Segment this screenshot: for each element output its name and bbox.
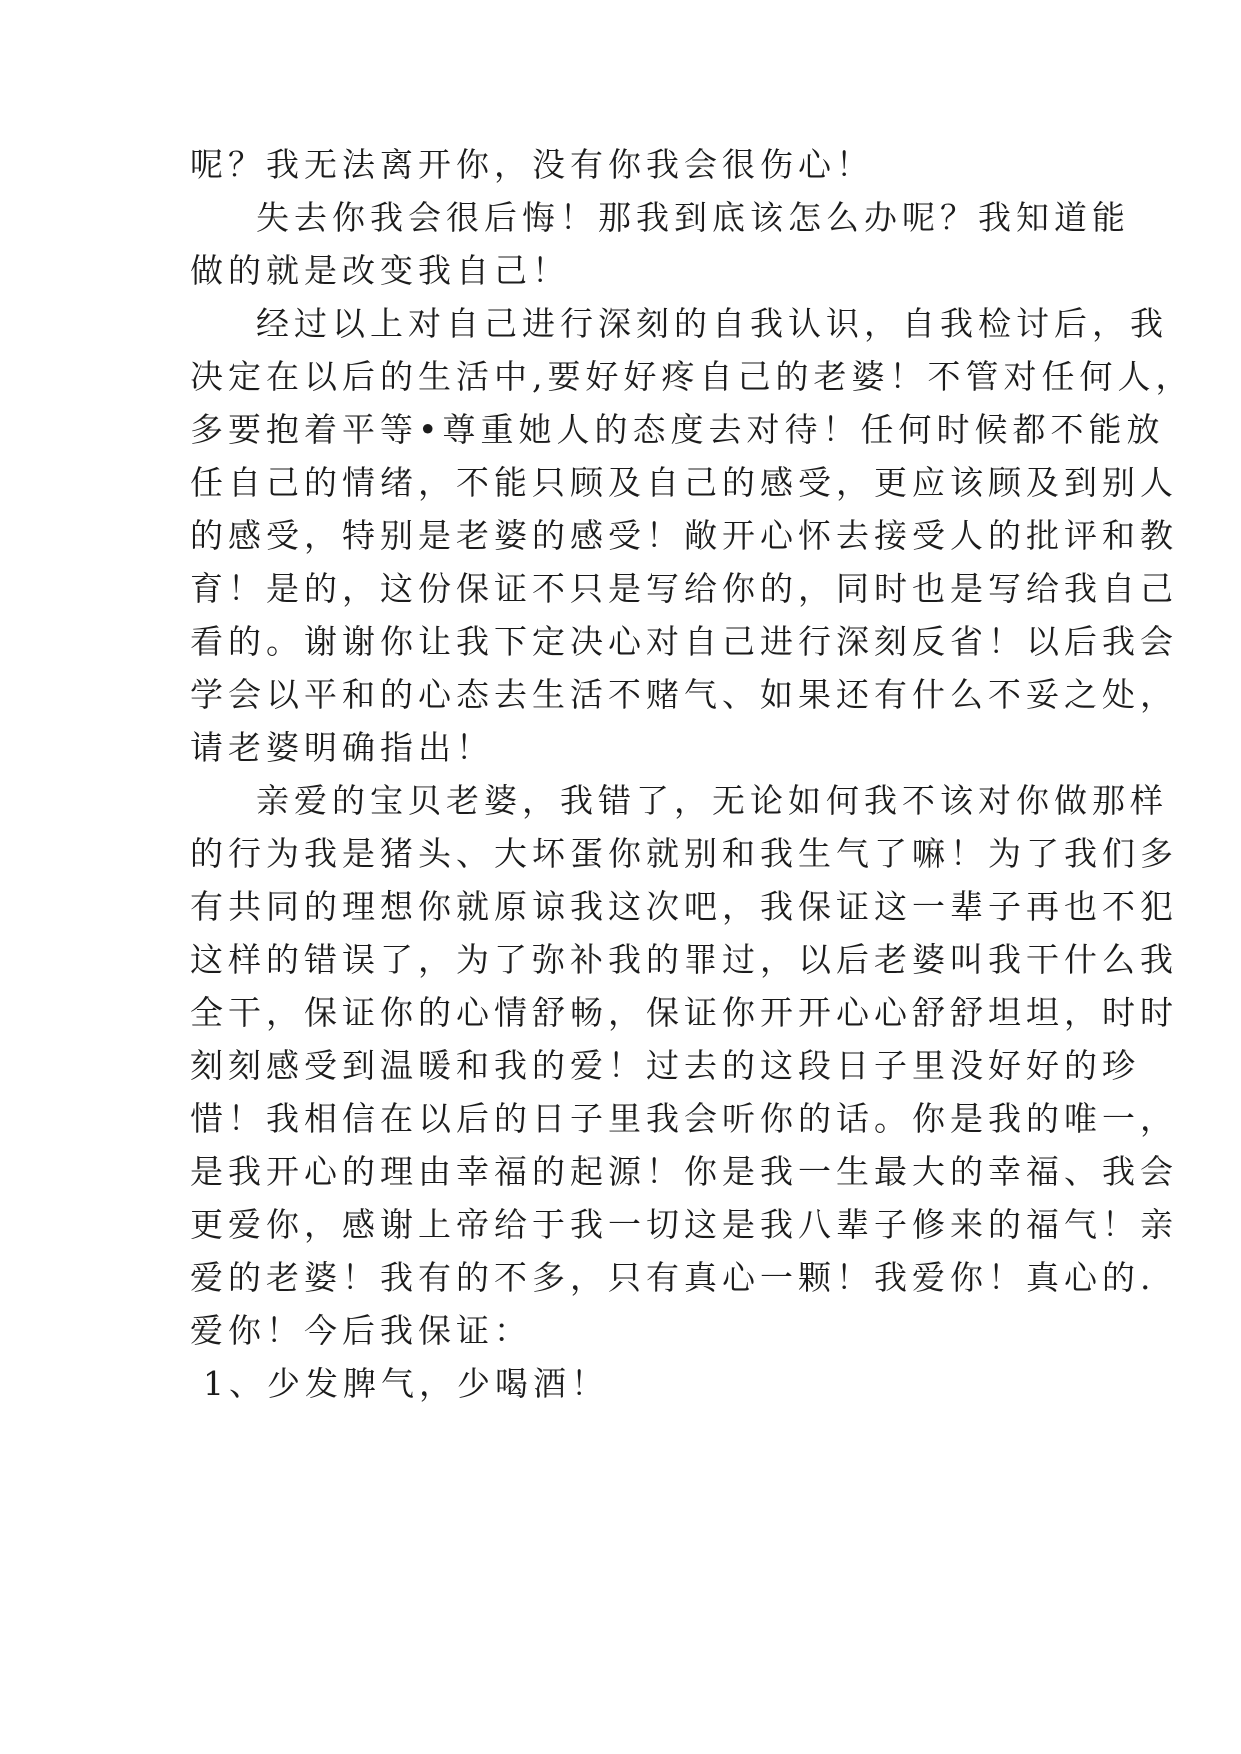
text-line: 请老婆明确指出！ [190,728,494,767]
paragraph-first-line: 亲爱的宝贝老婆，我错了，无论如何我不该对你做那样 [256,781,1168,820]
text-line: 这样的错误了，为了弥补我的罪过，以后老婆叫我干什么我 [190,940,1178,979]
list-item: 1、少发脾气，少喝酒！ [203,1364,609,1403]
text-line: 是我开心的理由幸福的起源！你是我一生最大的幸福、我会 [190,1152,1178,1191]
text-line: 任自己的情绪，不能只顾及自己的感受，更应该顾及到别人 [190,463,1178,502]
text-line: 全干，保证你的心情舒畅，保证你开开心心舒舒坦坦，时时 [190,993,1178,1032]
text-line: 育！是的，这份保证不只是写给你的，同时也是写给我自己 [190,569,1178,608]
paragraph-first-line: 经过以上对自己进行深刻的自我认识，自我检讨后，我 [256,304,1168,343]
text-line: 的感受，特别是老婆的感受！敞开心怀去接受人的批评和教 [190,516,1178,555]
text-line: 决定在以后的生活中,要好好疼自己的老婆！不管对任何人， [190,357,1194,396]
text-line: 有共同的理想你就原谅我这次吧，我保证这一辈子再也不犯 [190,887,1178,926]
text-line: 多要抱着平等•尊重她人的态度去对待！任何时候都不能放 [190,410,1165,449]
paragraph-first-line: 失去你我会很后悔！那我到底该怎么办呢？我知道能 [256,198,1130,237]
text-line: 做的就是改变我自己！ [190,251,570,290]
text-line: 爱你！今后我保证： [190,1311,532,1350]
text-line: 看的。谢谢你让我下定决心对自己进行深刻反省！以后我会 [190,622,1178,661]
text-line: 的行为我是猪头、大坏蛋你就别和我生气了嘛！为了我们多 [190,834,1178,873]
text-line: 爱的老婆！我有的不多，只有真心一颗！我爱你！真心的. [190,1258,1156,1297]
text-line: 学会以平和的心态去生活不赌气、如果还有什么不妥之处， [190,675,1178,714]
text-line: 更爱你，感谢上帝给于我一切这是我八辈子修来的福气！亲 [190,1205,1178,1244]
text-line: 惜！我相信在以后的日子里我会听你的话。你是我的唯一， [190,1099,1178,1138]
text-line: 呢？我无法离开你，没有你我会很伤心！ [190,145,874,184]
text-line: 刻刻感受到温暖和我的爱！过去的这段日子里没好好的珍 [190,1046,1140,1085]
